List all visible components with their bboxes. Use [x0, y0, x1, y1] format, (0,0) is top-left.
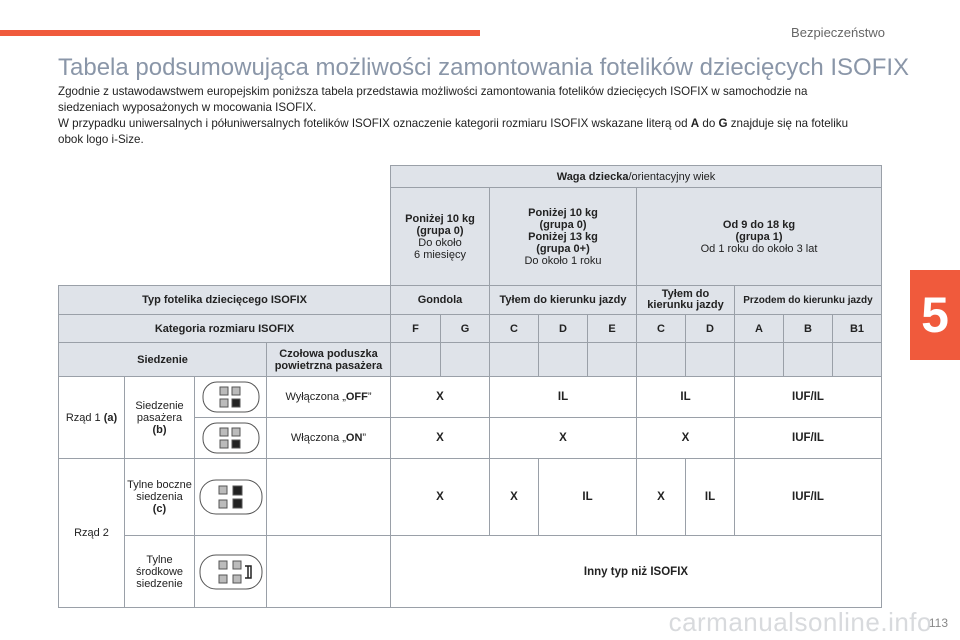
cell-value: IL: [686, 459, 735, 536]
row2-side-seat: Tylne boczne siedzenia (c): [125, 459, 195, 536]
type-gondola: Gondola: [391, 286, 490, 315]
car-seat-icon: [195, 377, 267, 418]
cell-value: X: [391, 459, 490, 536]
row1-label: Rząd 1 (a): [59, 377, 125, 459]
row2-label: Rząd 2: [59, 459, 125, 608]
category-cell: D: [539, 315, 588, 343]
category-cell: F: [391, 315, 441, 343]
page-title: Tabela podsumowująca możliwości zamontowania fotelików dziecięcych ISOFIX: [58, 54, 910, 81]
center-seat-note: Inny typ niż ISOFIX: [391, 536, 882, 608]
intro-paragraph-2: W przypadku uniwersalnych i półuniwersalnych fotelików ISOFIX oznaczenie kategorii rozmiaru ISOFIX wskazane literą od A do G znajduje się na foteliku obok logo i-Size.: [58, 117, 849, 146]
intro-text: [58, 84, 868, 148]
category-cell: G: [441, 315, 490, 343]
car-seat-icon: [195, 418, 267, 459]
cell-value: IL: [490, 377, 637, 418]
row1-seat: Siedzenie pasażera (b): [125, 377, 195, 459]
category-cell: B1: [833, 315, 882, 343]
category-cell: A: [735, 315, 784, 343]
category-label: Kategoria rozmiaru ISOFIX: [59, 315, 391, 343]
section-label: Bezpieczeństwo: [791, 25, 885, 40]
row2-center-seat: Tylne środkowe siedzenie: [125, 536, 195, 608]
cell-value: X: [637, 418, 735, 459]
airbag-on: Włączona „ON”: [267, 418, 391, 459]
group-0-header: Poniżej 10 kg (grupa 0) Do około 6 miesięcy: [391, 188, 490, 286]
chapter-tab: 5: [910, 270, 960, 360]
intro-paragraph-1: Zgodnie z ustawodawstwem europejskim poniższa tabela przedstawia możliwości zamontowania fotelików dziecięcych ISOFIX w samochodzie na siedzeniach wyposażonych w mocowania ISOFIX.: [58, 85, 808, 114]
airbag-off: Wyłączona „OFF”: [267, 377, 391, 418]
cell-value: IL: [539, 459, 637, 536]
category-cell: E: [588, 315, 637, 343]
car-seat-icon: [195, 536, 267, 608]
seat-label: Siedzenie: [59, 343, 267, 377]
cell-value: X: [391, 418, 490, 459]
car-seat-icon: [195, 459, 267, 536]
cell-value: X: [637, 459, 686, 536]
top-accent-bar: [0, 30, 480, 36]
category-cell: C: [490, 315, 539, 343]
category-cell: B: [784, 315, 833, 343]
cell-value: IUF/IL: [735, 459, 882, 536]
cell-value: IUF/IL: [735, 418, 882, 459]
watermark: carmanualsonline.info: [668, 607, 932, 637]
cell-value: X: [490, 418, 637, 459]
type-forward-facing: Przodem do kierunku jazdy: [735, 286, 882, 315]
group-0plus-header: Poniżej 10 kg (grupa 0) Poniżej 13 kg (grupa 0+) Do około 1 roku: [490, 188, 637, 286]
cell-value: IUF/IL: [735, 377, 882, 418]
weight-header: Waga dziecka/orientacyjny wiek: [391, 166, 882, 188]
type-label: Typ fotelika dziecięcego ISOFIX: [59, 286, 391, 315]
type-rear-facing-2: Tyłem do kierunku jazdy: [637, 286, 735, 315]
page-number: 113: [928, 616, 948, 630]
type-rear-facing: Tyłem do kierunku jazdy: [490, 286, 637, 315]
airbag-label: Czołowa poduszka powietrzna pasażera: [267, 343, 391, 377]
cell-value: X: [490, 459, 539, 536]
cell-value: X: [391, 377, 490, 418]
cell-value: IL: [637, 377, 735, 418]
category-cell: D: [686, 315, 735, 343]
group-1-header: Od 9 do 18 kg (grupa 1) Od 1 roku do około 3 lat: [637, 188, 882, 286]
category-cell: C: [637, 315, 686, 343]
isofix-table: [58, 165, 882, 608]
